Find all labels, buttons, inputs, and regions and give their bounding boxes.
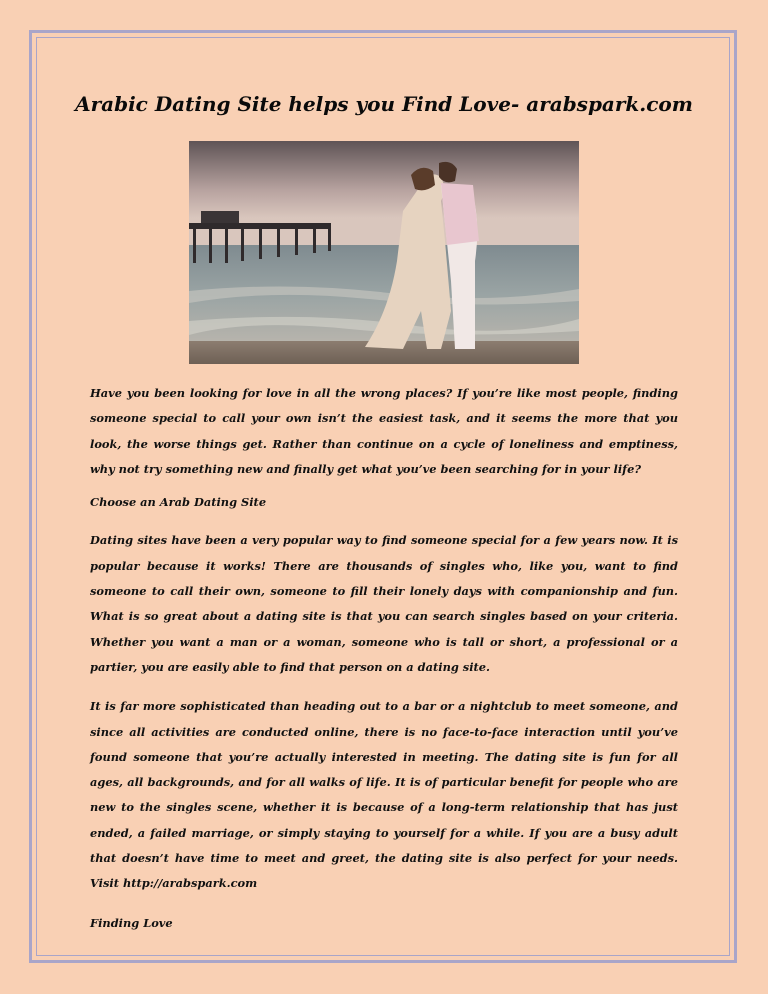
section-heading-finding-love: Finding Love [90,915,173,930]
section-heading-choose: Choose an Arab Dating Site [90,495,267,510]
document-title: Arabic Dating Site helps you Find Love- arabspark.com [75,92,693,116]
paragraph-dating-sites: Dating sites have been a very popular way to find someone special for a few years now. It is popular because it works! There are thousands of singles who, like you, want to find someone to call their own, someone to fill their lonely days with companionship and fun. What is so great about a dating site is that you can search singles based on your criteria. Whether you want a man or a woman, someone who is tall or short, a professional or a partier, you are easily able to find that person on a dating site. [90,533,678,674]
paragraph-sophisticated-text: It is far more sophisticated than heading out to a bar or a nightclub to meet someone, and since all activities are conducted online, there is no face-to-face interaction until you’ve found someone that you’re actually interested in meeting. The dating site is fun for all ages, all backgrounds, and for all walks of life. It is of particular benefit for people who are new to the singles scene, whether it is because of a long-term relationship that has just ended, a failed marriage, or simply staying to yourself for a while. If you are a busy adult that doesn’t have time to meet and greet, the dating site is also perfect for your needs. Visit [90,699,678,891]
paragraph-intro: Have you been looking for love in all the wrong places? If you’re like most people, finding someone special to call your own isn’t the easiest task, and it seems the more that you look, the worse things get. Rather than continue on a cycle of loneliness and emptiness, why not try something new and finally get what you’ve been searching for in your life? [90,386,678,476]
article-body [90,381,678,949]
paragraph-sophisticated [90,694,678,896]
arabspark-link[interactable]: http://arabspark.com [122,876,258,891]
couple-on-beach-photo [189,141,579,364]
